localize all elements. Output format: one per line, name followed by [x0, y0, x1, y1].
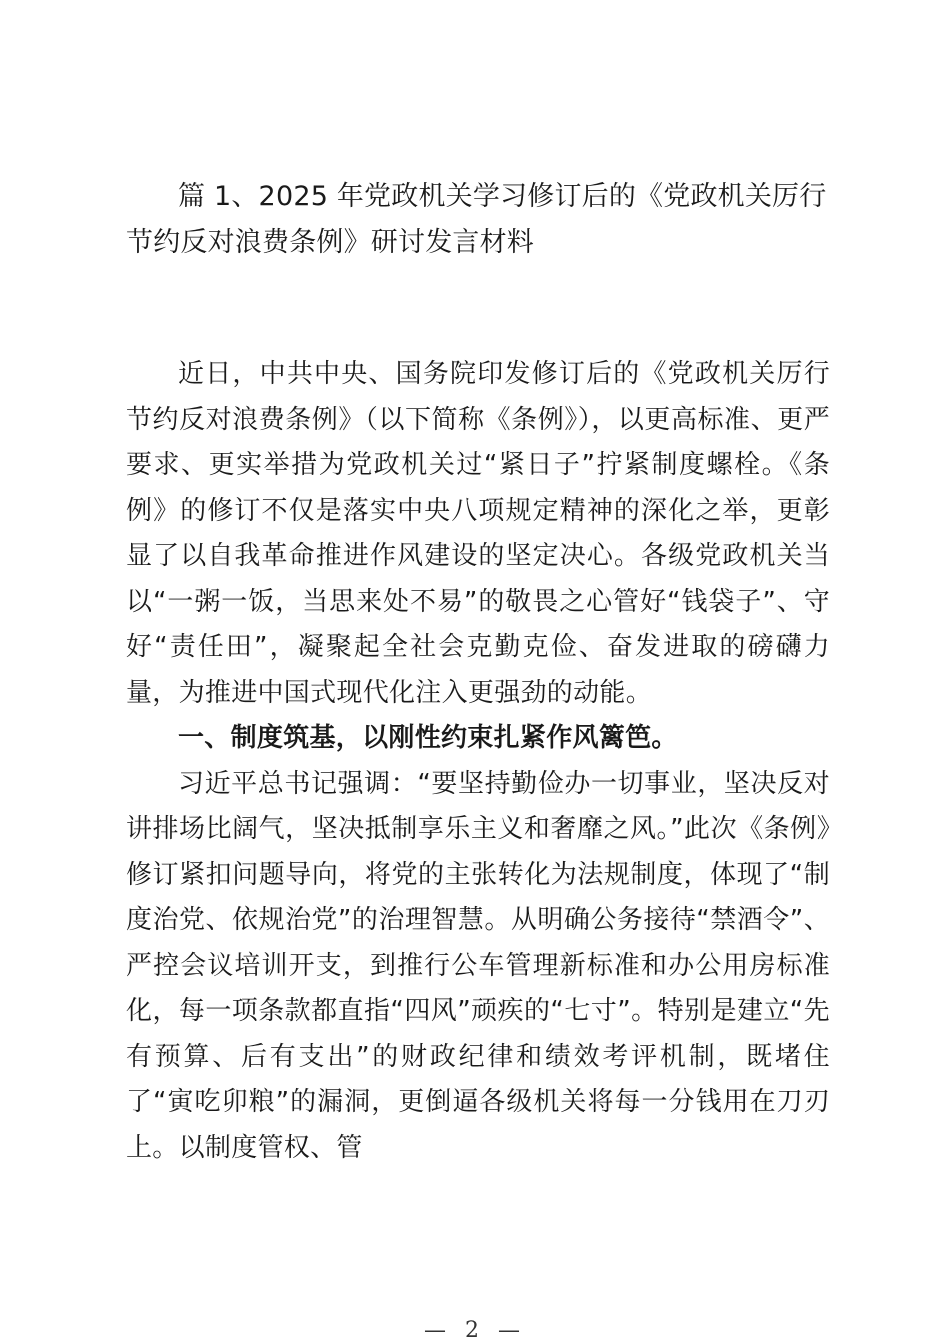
- document-title: 篇 1、2025 年党政机关学习修订后的《党政机关厉行节约反对浪费条例》研讨发言材料: [126, 181, 827, 258]
- section-heading-1: 一、制度筑基，以刚性约束扎紧作风篱笆。: [178, 723, 678, 753]
- paragraph-section-1: 习近平总书记强调：“要坚持勤俭办一切事业，坚决反对讲排场比阔气，坚决抵制享乐主义和奢靡之风。”此次《条例》修订紧扣问题导向，将党的主张转化为法规制度，体现了“制度治党、依规治党”的治理智慧。从明确公务接待“禁酒令”、严控会议培训开支，到推行公车管理新标准和办公用房标准化，每一项条款都直指“四风”顽疾的“七寸”。特别是建立“先有预算、后有支出”的财政纪律和绩效考评机制，既堵住了“寅吃卯粮”的漏洞，更倒逼各级机关将每一分钱用在刀刃上。以制度管权、管: [126, 768, 830, 1163]
- paragraph-intro: 近日，中共中央、国务院印发修订后的《党政机关厉行节约反对浪费条例》（以下简称《条例》），以更高标准、更严要求、更实举措为党政机关过“紧日子”拧紧制度螺栓。《条例》的修订不仅是落实中央八项规定精神的深化之举，更彰显了以自我革命推进作风建设的坚定决心。各级党政机关当以“一粥一饭，当思来处不易”的敬畏之心管好“钱袋子”、守好“责任田”，凝聚起全社会克勤克俭、奋发进取的磅礴力量，为推进中国式现代化注入更强劲的动能。: [126, 359, 830, 708]
- document-body: [126, 352, 830, 1171]
- page-number: — 2 —: [424, 1318, 526, 1343]
